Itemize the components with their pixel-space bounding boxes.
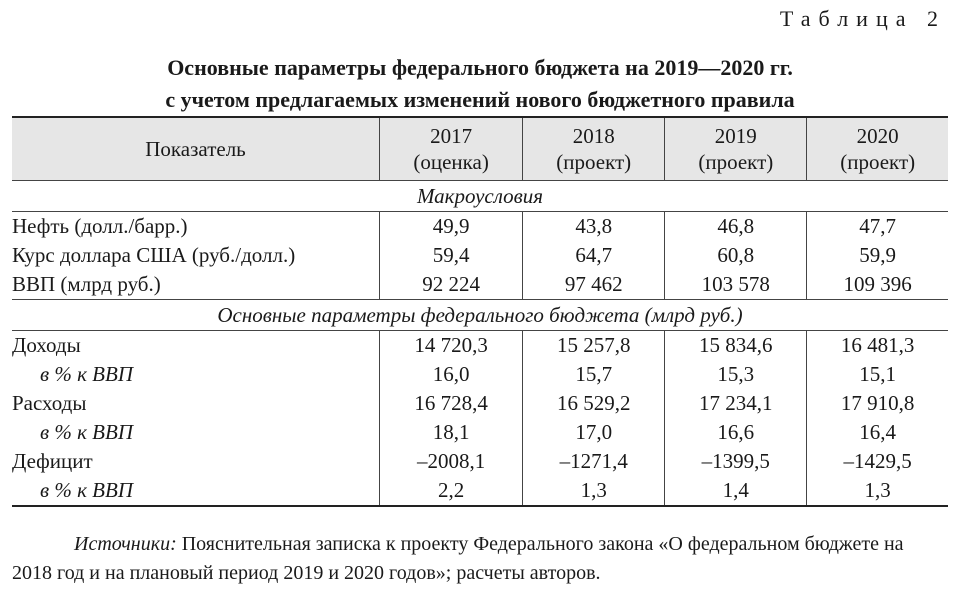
cell-value: 2,2 xyxy=(380,476,523,506)
cell-value: 17 234,1 xyxy=(665,389,807,418)
cell-value: 15,1 xyxy=(807,360,948,389)
row-label: в % к ВВП xyxy=(40,420,134,444)
table-row xyxy=(12,212,948,242)
section-title: Основные параметры федерального бюджета (млрд руб.) xyxy=(12,300,948,331)
cell-value: 15 834,6 xyxy=(665,331,807,361)
cell-value: 92 224 xyxy=(380,270,523,300)
cell-value: –2008,1 xyxy=(380,447,523,476)
table-row xyxy=(12,447,948,476)
section-row-budget xyxy=(12,300,948,331)
cell-value: 64,7 xyxy=(523,241,665,270)
header-status: (проект) xyxy=(556,150,632,174)
cell-value: 1,3 xyxy=(807,476,948,506)
section-title: Макроусловия xyxy=(12,181,948,212)
cell-value: –1399,5 xyxy=(665,447,807,476)
cell-value: 15,3 xyxy=(665,360,807,389)
cell-value: 16 529,2 xyxy=(523,389,665,418)
row-label: Дефицит xyxy=(12,449,93,473)
cell-value: 59,9 xyxy=(807,241,948,270)
row-label: ВВП (млрд руб.) xyxy=(12,272,161,296)
row-label: в % к ВВП xyxy=(40,362,134,386)
row-label: Курс доллара США (руб./долл.) xyxy=(12,243,296,267)
table-row xyxy=(12,418,948,447)
cell-value: 16,0 xyxy=(380,360,523,389)
table-row xyxy=(12,389,948,418)
table-title xyxy=(0,52,960,116)
table-row xyxy=(12,476,948,506)
table-row xyxy=(12,241,948,270)
table-title-line-1: Основные параметры федерального бюджета на 2019—2020 гг. xyxy=(167,55,793,80)
header-year: 2017 xyxy=(430,124,473,148)
table-label: Таблица 2 xyxy=(779,6,946,31)
table-row xyxy=(12,360,948,389)
cell-value: 15 257,8 xyxy=(523,331,665,361)
cell-value: 16 481,3 xyxy=(807,331,948,361)
cell-value: 15,7 xyxy=(523,360,665,389)
cell-value: 47,7 xyxy=(807,212,948,242)
table-header-row xyxy=(12,117,948,181)
header-status: (проект) xyxy=(698,150,774,174)
table-row xyxy=(12,270,948,300)
header-indicator: Показатель xyxy=(12,117,380,181)
cell-value: 109 396 xyxy=(807,270,948,300)
header-status: (оценка) xyxy=(413,150,489,174)
table-title-line-2: с учетом предлагаемых изменений нового бюджетного правила xyxy=(165,87,795,112)
cell-value: 46,8 xyxy=(665,212,807,242)
header-col-2019 xyxy=(665,117,807,181)
cell-value: –1271,4 xyxy=(523,447,665,476)
cell-value: 17 910,8 xyxy=(807,389,948,418)
budget-table xyxy=(12,116,948,507)
header-status: (проект) xyxy=(840,150,916,174)
header-year: 2020 xyxy=(856,124,899,148)
header-year: 2018 xyxy=(572,124,615,148)
cell-value: 97 462 xyxy=(523,270,665,300)
cell-value: 16,4 xyxy=(807,418,948,447)
source-note xyxy=(12,530,948,588)
cell-value: 17,0 xyxy=(523,418,665,447)
source-label: Источники: xyxy=(74,533,177,555)
cell-value: 60,8 xyxy=(665,241,807,270)
cell-value: 49,9 xyxy=(380,212,523,242)
cell-value: 1,3 xyxy=(523,476,665,506)
section-row-macro xyxy=(12,181,948,212)
header-col-2017 xyxy=(380,117,523,181)
cell-value: 16 728,4 xyxy=(380,389,523,418)
row-label: Нефть (долл./барр.) xyxy=(12,214,188,238)
cell-value: 14 720,3 xyxy=(380,331,523,361)
cell-value: –1429,5 xyxy=(807,447,948,476)
cell-value: 103 578 xyxy=(665,270,807,300)
cell-value: 59,4 xyxy=(380,241,523,270)
header-col-2018 xyxy=(523,117,665,181)
row-label: в % к ВВП xyxy=(12,476,380,506)
row-label: Доходы xyxy=(12,333,81,357)
cell-value: 18,1 xyxy=(380,418,523,447)
row-label: Расходы xyxy=(12,391,87,415)
cell-value: 43,8 xyxy=(523,212,665,242)
source-text: Пояснительная записка к проекту Федерального закона «О федеральном бюджете на 2018 год и на плановый период 2019 и 2020 годов»; расчеты авторов. xyxy=(12,533,904,584)
table-row xyxy=(12,331,948,361)
cell-value: 1,4 xyxy=(665,476,807,506)
cell-value: 16,6 xyxy=(665,418,807,447)
header-year: 2019 xyxy=(714,124,757,148)
header-col-2020 xyxy=(807,117,948,181)
